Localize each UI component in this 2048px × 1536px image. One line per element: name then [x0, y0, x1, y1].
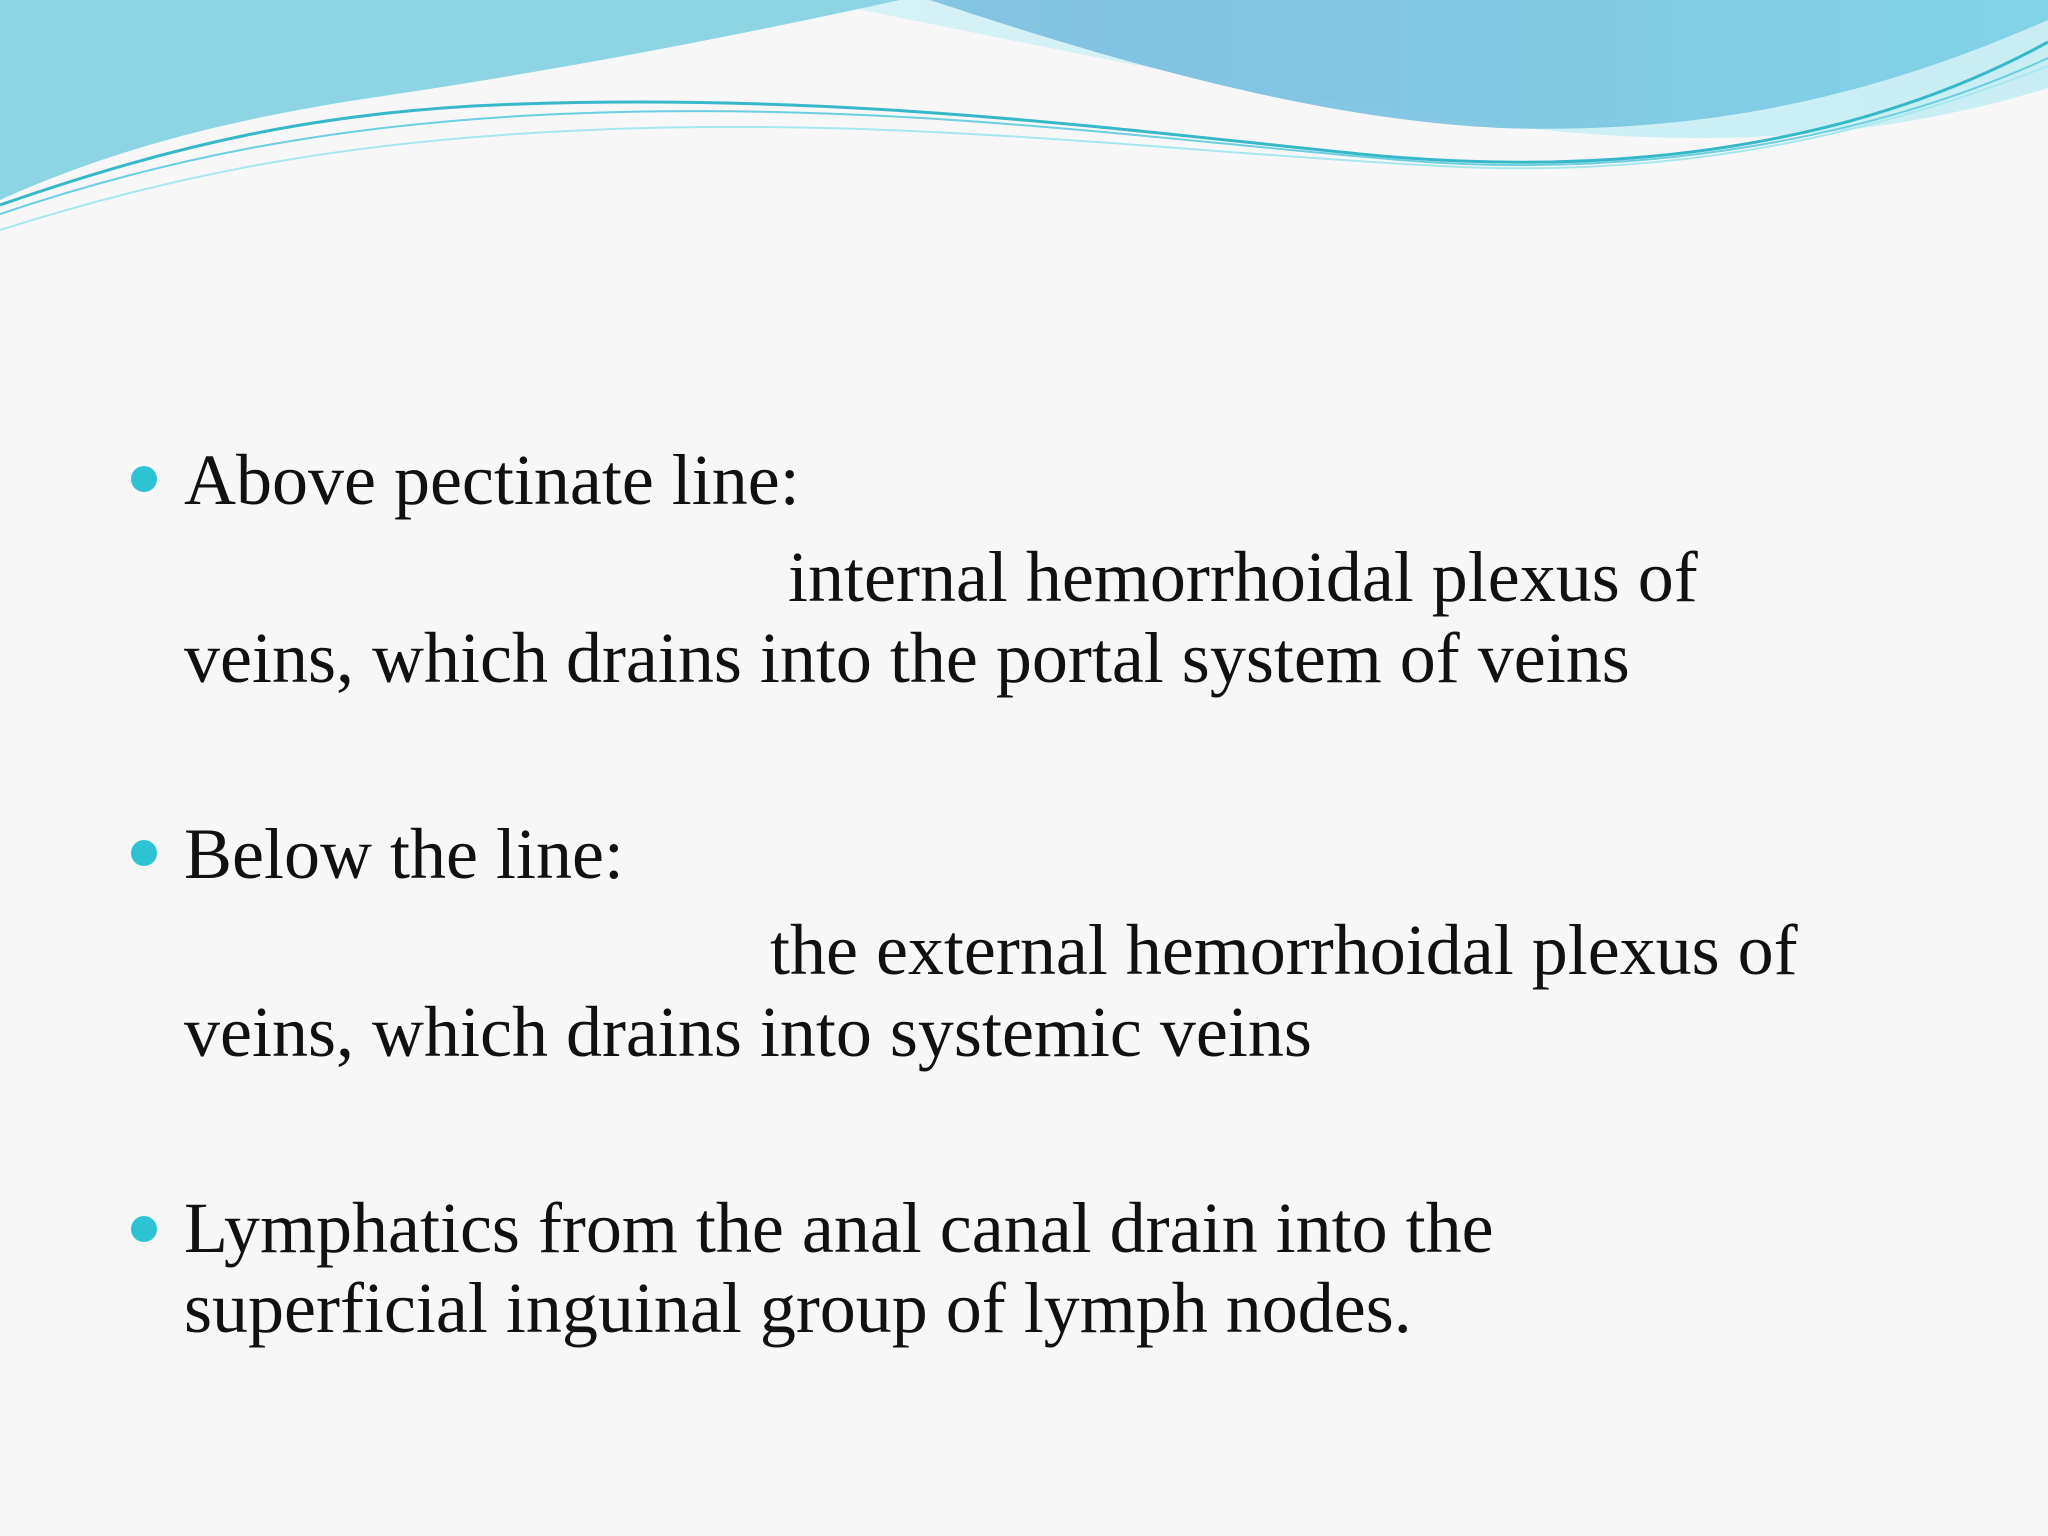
- bullet-detail-above-line-2: veins, which drains into the portal system of veins: [184, 618, 1630, 698]
- bullet-detail-below-line-2: veins, which drains into systemic veins: [184, 992, 1312, 1072]
- bullet-dot-icon: [131, 466, 157, 492]
- bullet-heading-above-pectinate-line: Above pectinate line:: [184, 440, 800, 520]
- bullet-dot-icon: [131, 840, 157, 866]
- bullet-detail-above-line-1: internal hemorrhoidal plexus of: [788, 537, 1698, 617]
- bullet-dot-icon: [131, 1216, 157, 1242]
- bullet-lymphatics-line-2: superficial inguinal group of lymph nodes.: [184, 1268, 1412, 1348]
- bullet-heading-below-line: Below the line:: [184, 814, 624, 894]
- bullet-detail-below-line-1: the external hemorrhoidal plexus of: [770, 910, 1798, 990]
- bullet-lymphatics-line-1: Lymphatics from the anal canal drain into the: [184, 1188, 1494, 1268]
